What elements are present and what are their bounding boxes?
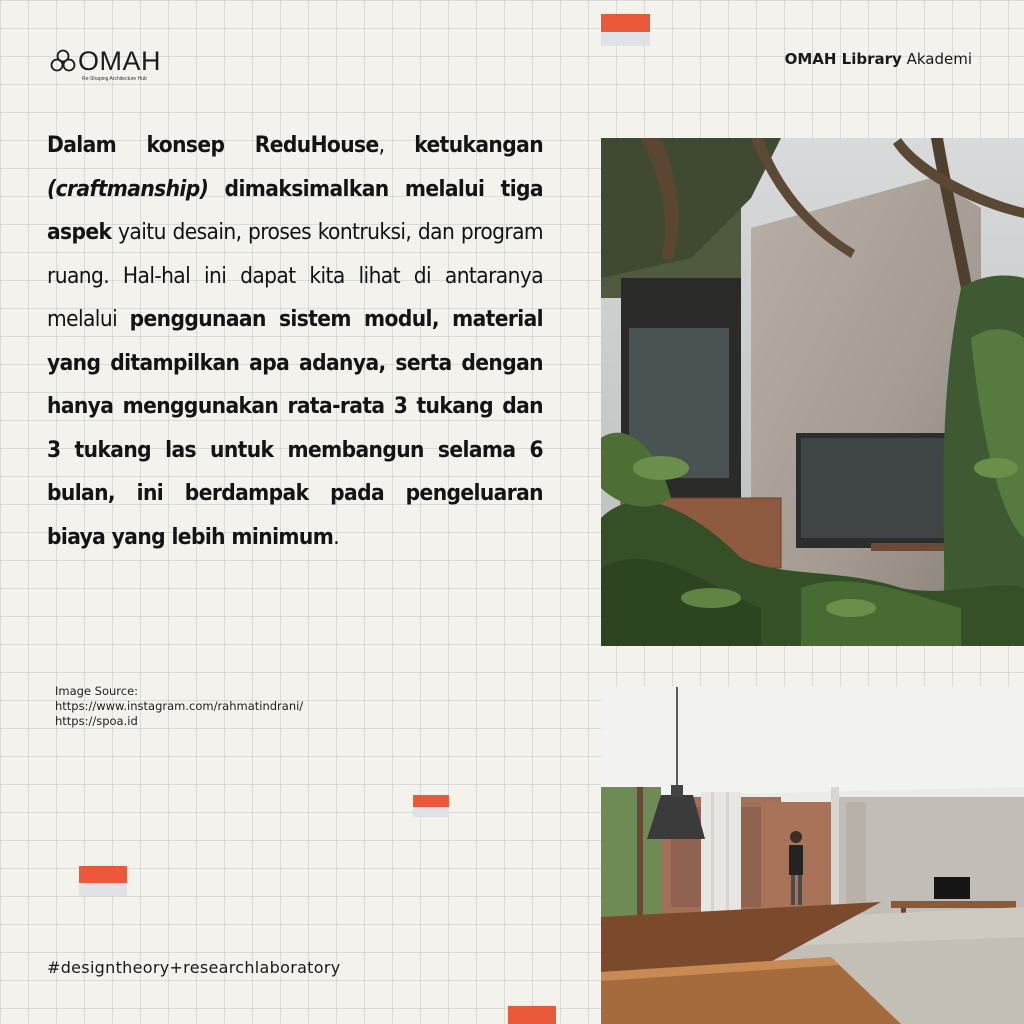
header-brand [785,50,972,68]
hashtag: #designtheory+researchlaboratory [47,958,341,977]
body-text-segment: (craftmanship) [47,175,209,202]
orange-marker [79,866,127,896]
orange-marker [413,795,449,817]
header-brand-regular: Akademi [901,50,972,68]
image-source [55,684,303,729]
header-brand-bold: OMAH Library [784,50,902,68]
body-text-segment: dimaksimalkan melalui tiga aspek [47,175,543,245]
image-source-label: Image Source: [55,684,139,698]
image-source-link[interactable]: https://www.instagram.com/rahmatindrani/ [55,699,304,713]
top-orange-marker [601,14,650,46]
image-source-link[interactable]: https://spoa.id [55,714,138,728]
omah-logo [48,46,168,86]
body-text-segment: Dalam konsep ReduHouse [47,132,379,158]
body-paragraph [47,124,543,559]
body-text-segment: ketukangan [414,132,544,158]
body-text-segment: . [333,523,340,550]
logo-tagline: Re-Shaping Architecture Hub [82,76,147,82]
exterior-house-photo [601,138,1024,646]
logo-text: OMAH [78,46,161,76]
body-text-segment: yaitu desain, proses kontruksi, dan program ruang. Hal-hal ini dapat kita lihat di antaranya melalui [47,219,543,332]
bottom-orange-marker [508,1006,556,1024]
three-circle-knot-icon [48,48,78,74]
interior-house-photo [601,687,1024,1024]
body-text-segment: penggunaan sistem modul, material yang ditampilkan apa adanya, serta dengan hanya menggunakan rata-rata 3 tukang dan 3 tukang las untuk membangun selama 6 bulan, ini berdampak pada pengeluaran biaya yang lebih minimum [47,306,543,550]
body-text-segment: , [378,132,415,158]
